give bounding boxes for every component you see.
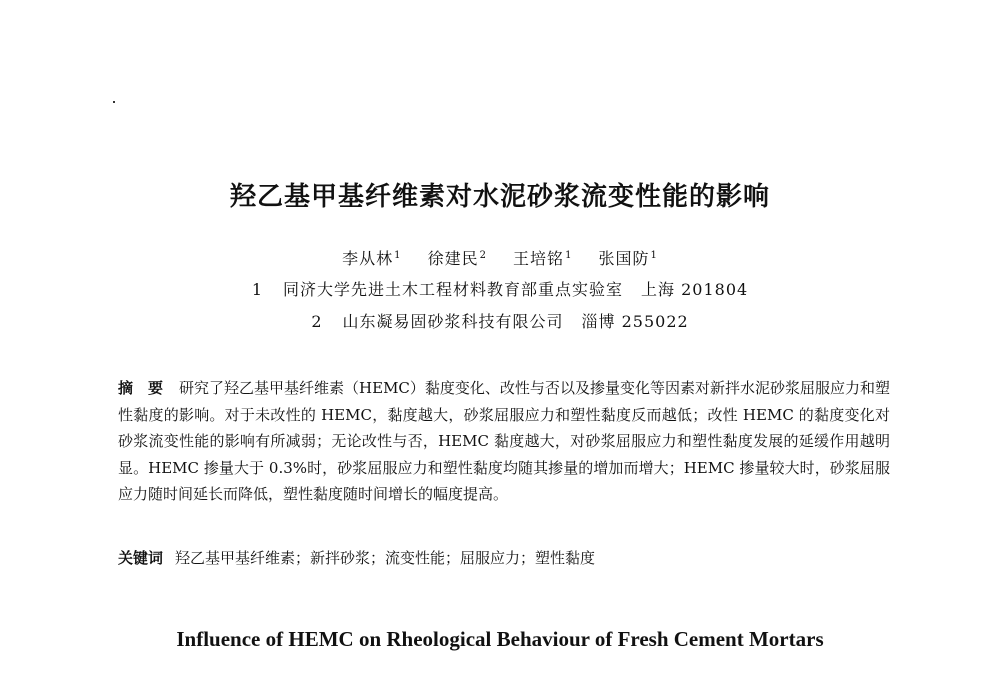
- author: 李从林$^1$: [342, 249, 402, 268]
- affiliation-1: 1 同济大学先进土木工程材料教育部重点实验室 上海 201804: [251, 280, 749, 299]
- keywords-text: 羟乙基甲基纤维素；新拌砂浆；流变性能；屈服应力；塑性黏度: [175, 549, 596, 567]
- chinese-title: 羟乙基甲基纤维素对水泥砂浆流变性能的影响: [229, 182, 770, 212]
- keywords: [118, 545, 890, 571]
- author: 王培铭$^1$: [513, 249, 573, 268]
- keywords-label: 关键词: [118, 549, 164, 567]
- abstract: [118, 375, 890, 508]
- author: 徐建民$^2$: [427, 249, 487, 268]
- abstract-label: 摘 要: [118, 379, 164, 397]
- abstract-text: 研究了羟乙基甲基纤维素（HEMC）黏度变化、改性与否以及掺量变化等因素对新拌水泥砂浆屈服应力和塑性黏度的影响。对于未改性的 HEMC，黏度越大，砂浆屈服应力和塑性黏度反而越低；改性 HEMC 的黏度变化对砂浆流变性能的影响有所减弱；无论改性与否，HEMC 黏度越大，对砂浆屈服应力和塑性黏度发展的延缓作用越明显。HEMC 掺量大于 0.3%时，砂浆屈服应力和塑性黏度均随其掺量的增加而增大；HEMC 掺量较大时，砂浆屈服应力随时间延长而降低，塑性黏度随时间增长的幅度提高。: [118, 379, 890, 503]
- author-list: [0, 246, 1000, 269]
- author: 张国防$^1$: [598, 249, 658, 268]
- affiliation-2: 2 山东凝易固砂浆科技有限公司 淄博 255022: [311, 312, 689, 331]
- scan-speck: [113, 101, 115, 103]
- english-title: Influence of HEMC on Rheological Behaviour of Fresh Cement Mortars: [176, 627, 824, 651]
